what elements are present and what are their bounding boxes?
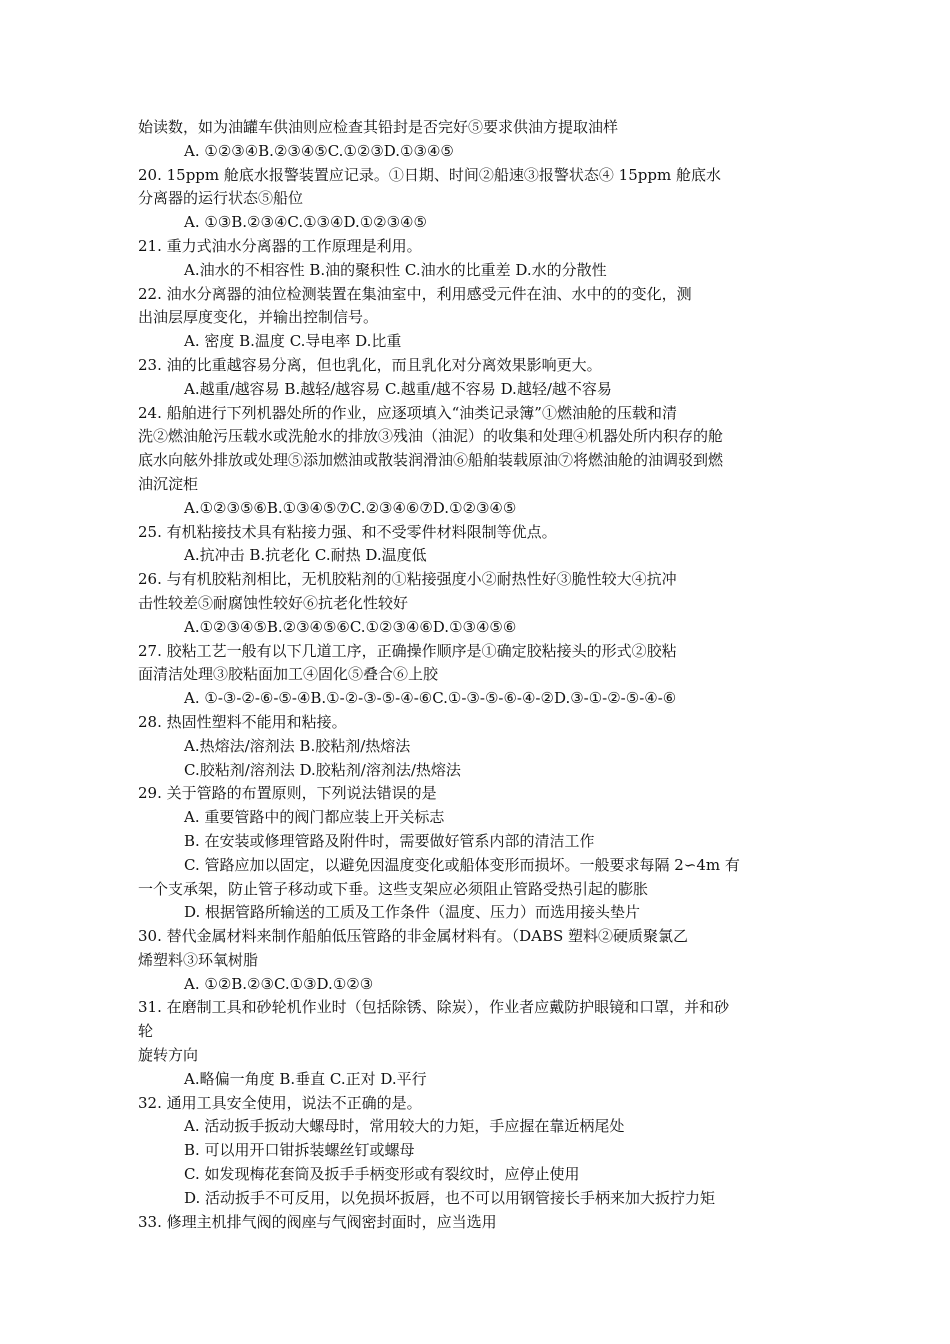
- option-line: A.①②③④⑤B.②③④⑤⑥C.①②③④⑥D.①③④⑤⑥: [184, 617, 517, 636]
- option-line: A. ①②③④B.②③④⑤C.①②③D.①③④⑤: [184, 141, 454, 160]
- question-line: 23. 油的比重越容易分离，但也乳化，而且乳化对分离效果影响更大。: [138, 355, 602, 374]
- option-line: A. 密度 B.温度 C.导电率 D.比重: [184, 332, 402, 351]
- option-line: A.油水的不相容性 B.油的聚积性 C.油水的比重差 D.水的分散性: [184, 260, 607, 279]
- question-line: 始读数，如为油罐车供油则应检查其铅封是否完好⑤要求供油方提取油样: [138, 118, 619, 136]
- option-line: A. ①②B.②③C.①③D.①②③: [184, 974, 374, 993]
- question-line: 20. 15ppm 舱底水报警装置应记录。①日期、时间②船速③报警状态④ 15ppm 舱底水: [138, 165, 721, 184]
- option-line: D. 活动扳手不可反用，以免损坏扳唇，也不可以用钢管接长手柄来加大扳拧力矩: [184, 1188, 716, 1207]
- question-line: 22. 油水分离器的油位检测装置在集油室中，利用感受元件在油、水中的的变化，测: [138, 284, 692, 303]
- question-line: 击性较差⑤耐腐蚀性较好⑥抗老化性较好: [138, 593, 409, 612]
- question-line: 25. 有机粘接技术具有粘接力强、和不受零件材料限制等优点。: [138, 522, 557, 541]
- question-line: 面清洁处理③胶粘面加工④固化⑤叠合⑥上胶: [138, 665, 439, 684]
- question-line: 烯塑料③环氧树脂: [138, 950, 259, 969]
- question-line: 28. 热固性塑料不能用和粘接。: [138, 712, 347, 731]
- question-line: 27. 胶粘工艺一般有以下几道工序，正确操作顺序是①确定胶粘接头的形式②胶粘: [138, 641, 677, 660]
- option-line: A. 活动扳手扳动大螺母时，常用较大的力矩，手应握在靠近柄尾处: [184, 1117, 625, 1136]
- option-line: C.胶粘剂/溶剂法 D.胶粘剂/溶剂法/热熔法: [184, 760, 461, 779]
- option-line: C. 管路应加以固定，以避免因温度变化或船体变形而损坏。一般要求每隔 2∽4m 有: [184, 855, 740, 874]
- option-line: A. 重要管路中的阀门都应装上开关标志: [184, 808, 445, 827]
- question-line: 33. 修理主机排气阀的阀座与气阀密封面时，应当选用: [138, 1212, 497, 1231]
- question-line: 一个支承架，防止管子移动或下垂。这些支架应必须阻止管路受热引起的膨胀: [138, 879, 649, 898]
- question-line: 31. 在磨制工具和砂轮机作业时（包括除锈、除炭），作业者应戴防护眼镜和口罩，并和砂: [138, 998, 730, 1017]
- question-line: 油沉淀柜: [138, 474, 199, 493]
- question-line: 底水向舷外排放或处理⑤添加燃油或散装润滑油⑥船舶装载原油⑦将燃油舱的油调驳到燃: [138, 451, 724, 470]
- question-line: 出油层厚度变化，并输出控制信号。: [138, 308, 379, 327]
- question-line: 分离器的运行状态⑤船位: [138, 189, 304, 208]
- question-line: 30. 替代金属材料来制作船舶低压管路的非金属材料有。（DABS 塑料②硬质聚氯乙: [138, 927, 689, 946]
- option-line: A.①②③⑤⑥B.①③④⑤⑦C.②③④⑥⑦D.①②③④⑤: [184, 498, 517, 517]
- question-line: 旋转方向: [138, 1046, 199, 1065]
- option-line: A.抗冲击 B.抗老化 C.耐热 D.温度低: [184, 546, 427, 565]
- option-line: A. ①-③-②-⑥-⑤-④B.①-②-③-⑤-④-⑥C.①-③-⑤-⑥-④-②D.③-①-②-⑤-④-⑥: [184, 689, 677, 708]
- option-line: D. 根据管路所输送的工质及工作条件（温度、压力）而选用接头垫片: [184, 903, 641, 922]
- question-line: 29. 关于管路的布置原则，下列说法错误的是: [138, 784, 437, 803]
- question-line: 洗②燃油舱污压载水或洗舱水的排放③残油（油泥）的收集和处理④机器处所内积存的舱: [138, 427, 724, 446]
- option-line: A.略偏一角度 B.垂直 C.正对 D.平行: [184, 1069, 427, 1088]
- question-line: 21. 重力式油水分离器的工作原理是利用。: [138, 236, 422, 255]
- option-line: B. 可以用开口钳拆装螺丝钉或螺母: [184, 1141, 415, 1160]
- option-line: A. ①③B.②③④C.①③④D.①②③④⑤: [184, 213, 427, 232]
- question-line: 轮: [138, 1022, 154, 1041]
- option-line: A.越重/越容易 B.越轻/越容易 C.越重/越不容易 D.越轻/越不容易: [184, 379, 612, 398]
- question-line: 26. 与有机胶粘剂相比，无机胶粘剂的①粘接强度小②耐热性好③脆性较大④抗冲: [138, 570, 677, 589]
- question-line: 32. 通用工具安全使用，说法不正确的是。: [138, 1093, 422, 1112]
- option-line: A.热熔法/溶剂法 B.胶粘剂/热熔法: [184, 736, 411, 755]
- question-line: 24. 船舶进行下列机器处所的作业，应逐项填入“油类记录簿”①燃油舱的压载和清: [138, 403, 677, 422]
- option-line: B. 在安装或修理管路及附件时，需要做好管系内部的清洁工作: [184, 831, 595, 850]
- option-line: C. 如发现梅花套筒及扳手手柄变形或有裂纹时，应停止使用: [184, 1165, 580, 1184]
- document-body: [138, 116, 818, 1234]
